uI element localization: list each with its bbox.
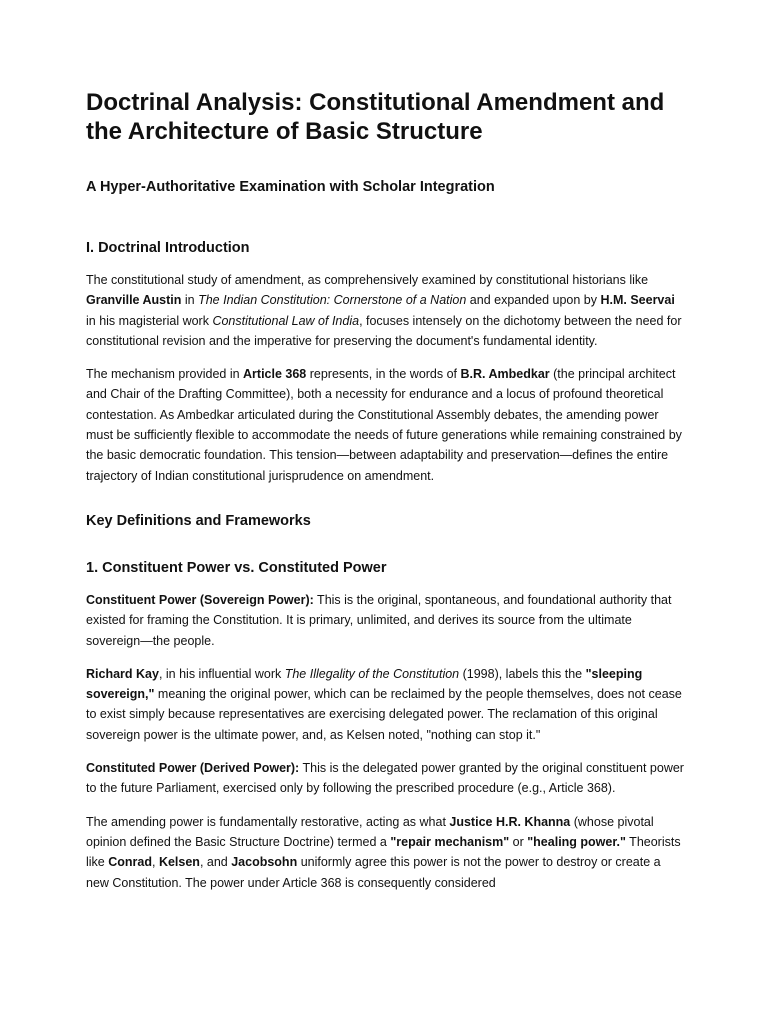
term-label: Constituent Power (Sovereign Power):	[86, 592, 314, 607]
paragraph-introduction-2: The mechanism provided in Article 368 represents, in the words of B.R. Ambedkar (the principal architect and Chair of the Drafting Committee), both a necessity for endurance and a locus of profound theoretical contestation. As Ambedkar articulated during the Constitutional Assembly debates, the amending power must be sufficiently flexible to accommodate the needs of future generations while remaining constrained by the basic democratic foundation. This tension—between adaptability and preservation—defines the entire trajectory of Indian constitutional jurisprudence on amendment.	[86, 367, 682, 483]
scholar-name: Richard Kay	[86, 666, 159, 681]
scholar-name: Jacobsohn	[231, 855, 298, 870]
book-title: The Indian Constitution: Cornerstone of a Nation	[198, 293, 467, 308]
scholar-name: Conrad	[108, 855, 152, 870]
document-subtitle: A Hyper-Authoritative Examination with Scholar Integration	[86, 179, 495, 195]
section-heading-introduction: I. Doctrinal Introduction	[86, 240, 250, 256]
subsection-heading-constituent-power: 1. Constituent Power vs. Constituted Power	[86, 559, 387, 576]
paragraph-amending-power: The amending power is fundamentally restorative, acting as what Justice H.R. Khanna (whose pivotal opinion defined the Basic Structure Doctrine) termed a "repair mechanism" or "healing power." Theorists like Conrad, Kelsen, and Jacobsohn uniformly agree this power is not the power to destroy or create a new Constitution. The power under Article 368 is consequently considered	[86, 814, 681, 890]
key-phrase: "healing power."	[527, 834, 626, 849]
scholar-name: Granville Austin	[86, 293, 182, 308]
book-title: Constitutional Law of India	[212, 313, 360, 328]
paragraph-constituted-power: Constituted Power (Derived Power): This is the delegated power granted by the original constituent power to the future Parliament, exercised only by following the prescribed procedure (e.g., Article 368).	[86, 761, 684, 796]
paragraph-introduction-1: The constitutional study of amendment, as comprehensively examined by constitutional historians like Granville Austin in The Indian Constitution: Cornerstone of a Nation and expanded upon by H.M. Seervai in his magisterial work Constitutional Law of India, focuses intensely on the dichotomy between the need for constitutional revision and the imperative for preserving the document's fundamental identity.	[86, 273, 682, 348]
article-reference: Article 368	[243, 367, 307, 382]
paragraph-richard-kay: Richard Kay, in his influential work The Illegality of the Constitution (1998), labels this the "sleeping sovereign," meaning the original power, which can be reclaimed by the people themselves, does not cease to exist simply because representatives are exercising delegated power. The reclamation of this original sovereign power is the ultimate power, and, as Kelsen noted, "nothing can stop it."	[86, 666, 682, 742]
term-label: Constituted Power (Derived Power):	[86, 761, 300, 776]
paragraph-constituent-power: Constituent Power (Sovereign Power): This is the original, spontaneous, and foundational authority that existed for framing the Constitution. It is primary, unlimited, and derives its source from the ultimate sovereign—the people.	[86, 592, 672, 648]
scholar-name: Kelsen	[158, 855, 200, 870]
key-phrase: "sleeping sovereign,"	[86, 666, 643, 702]
key-phrase: "repair mechanism"	[390, 834, 510, 849]
section-heading-definitions: Key Definitions and Frameworks	[86, 512, 311, 529]
book-title: The Illegality of the Constitution	[284, 666, 460, 681]
scholar-name: B.R. Ambedkar	[460, 367, 550, 382]
scholar-name: H.M. Seervai	[600, 293, 675, 308]
document-title: Doctrinal Analysis: Constitutional Amendment and the Architecture of Basic Structure	[86, 89, 665, 145]
scholar-name: Justice H.R. Khanna	[449, 814, 571, 829]
